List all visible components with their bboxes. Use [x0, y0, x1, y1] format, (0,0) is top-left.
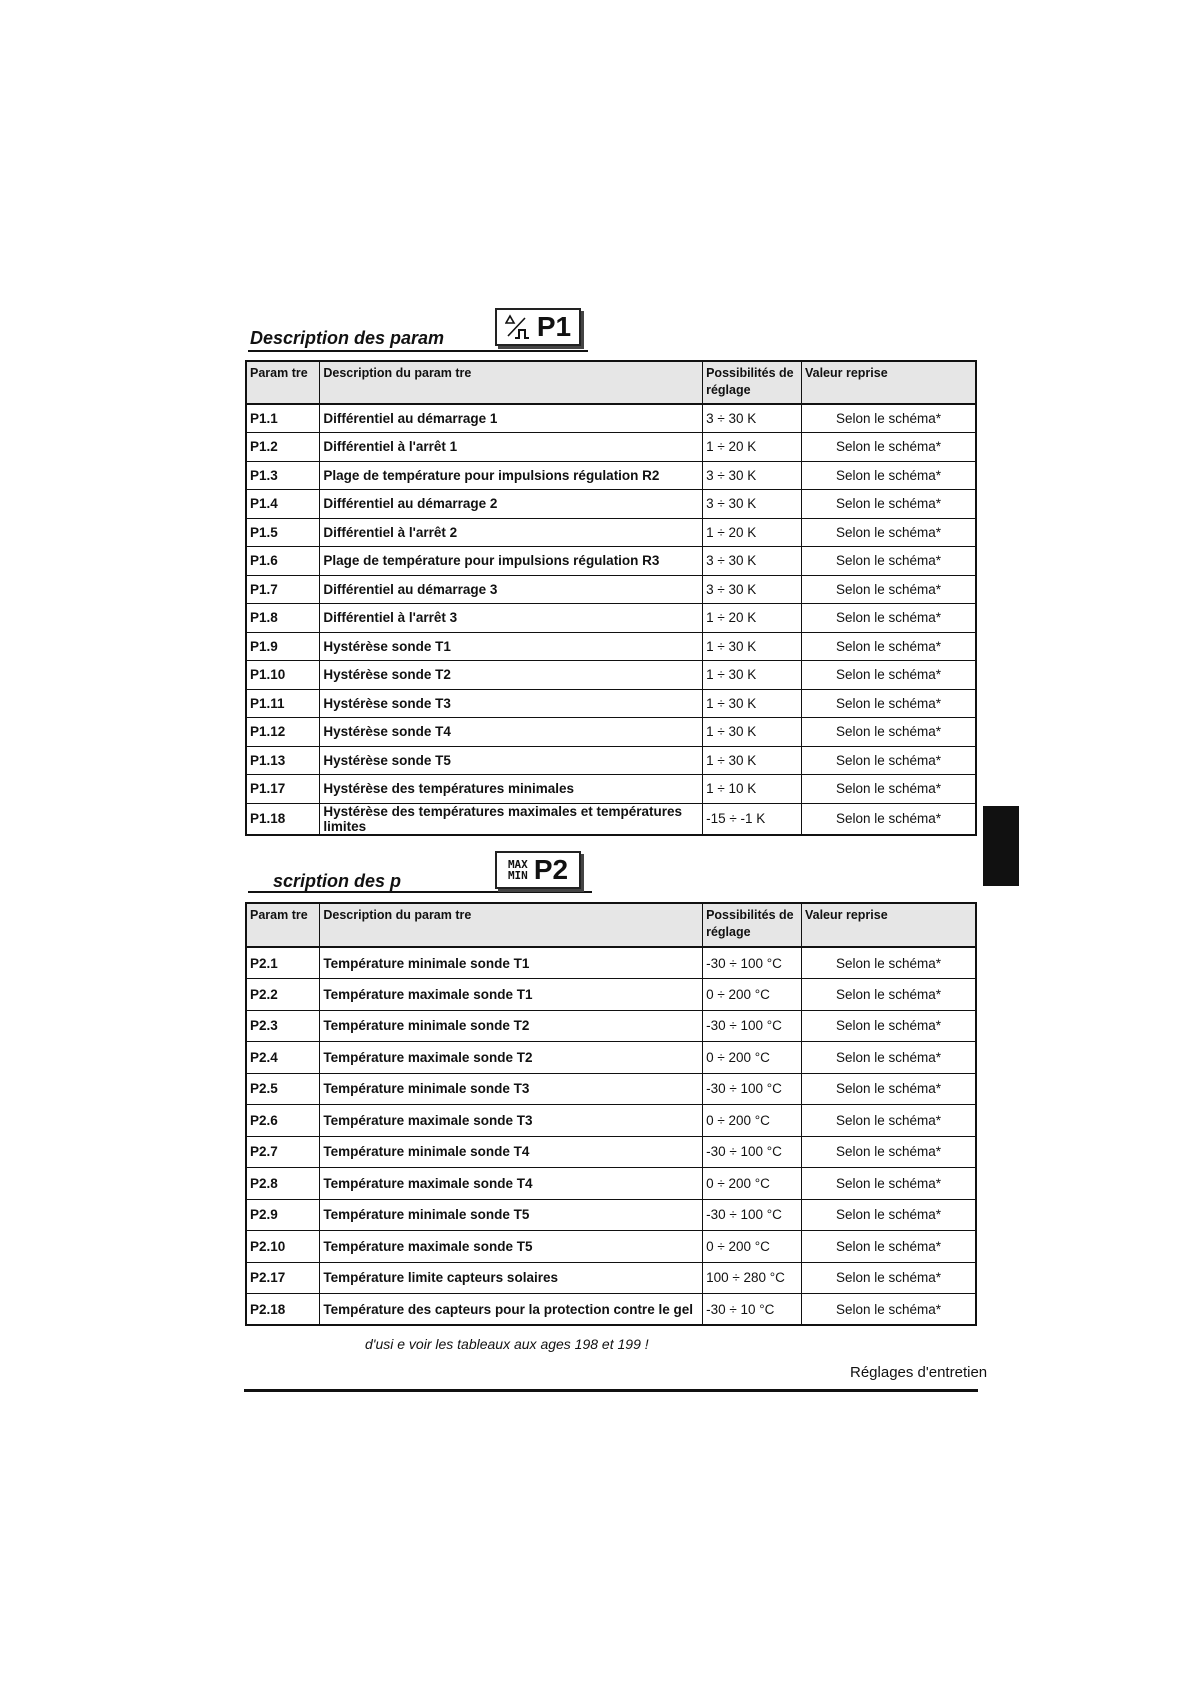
param-code: P1.7 [246, 575, 320, 604]
param-code: P2.8 [246, 1168, 320, 1200]
param-value: Selon le schéma* [801, 1010, 976, 1042]
param-value: Selon le schéma* [801, 632, 976, 661]
table-row [246, 1262, 976, 1294]
table-row [246, 746, 976, 775]
param-description: Différentiel à l'arrêt 2 [320, 518, 703, 547]
param-description: Différentiel au démarrage 3 [320, 575, 703, 604]
param-value: Selon le schéma* [801, 604, 976, 633]
param-code: P1.3 [246, 461, 320, 490]
table-row [246, 1136, 976, 1168]
param-code: P1.10 [246, 661, 320, 690]
table-row [246, 461, 976, 490]
param-code: P1.18 [246, 803, 320, 835]
param-description: Température minimale sonde T1 [320, 947, 703, 979]
param-range: 1 ÷ 20 K [703, 433, 802, 462]
param-code: P2.10 [246, 1231, 320, 1263]
table-row [246, 947, 976, 979]
param-value: Selon le schéma* [801, 433, 976, 462]
param-description: Température maximale sonde T5 [320, 1231, 703, 1263]
p2-badge-code: P2 [533, 854, 569, 885]
param-value: Selon le schéma* [801, 1199, 976, 1231]
param-range: 0 ÷ 200 °C [703, 1231, 802, 1263]
parameter-table-p2 [245, 902, 977, 1326]
param-range: -30 ÷ 100 °C [703, 1010, 802, 1042]
param-value: Selon le schéma* [801, 1073, 976, 1105]
table-row [246, 518, 976, 547]
param-description: Différentiel à l'arrêt 1 [320, 433, 703, 462]
param-description: Température maximale sonde T4 [320, 1168, 703, 1200]
maxmin-icon [508, 859, 528, 881]
param-range: 0 ÷ 200 °C [703, 979, 802, 1011]
param-range: 1 ÷ 20 K [703, 604, 802, 633]
param-code: P1.2 [246, 433, 320, 462]
param-code: P1.9 [246, 632, 320, 661]
table-row [246, 803, 976, 835]
param-code: P2.9 [246, 1199, 320, 1231]
param-value: Selon le schéma* [801, 1294, 976, 1326]
param-range: 1 ÷ 30 K [703, 632, 802, 661]
param-range: -30 ÷ 100 °C [703, 1199, 802, 1231]
header-description: Description du param tre [320, 361, 703, 404]
param-description: Hystérèse sonde T2 [320, 661, 703, 690]
param-value: Selon le schéma* [801, 404, 976, 433]
param-description: Température maximale sonde T1 [320, 979, 703, 1011]
table-row [246, 1073, 976, 1105]
param-description: Hystérèse sonde T3 [320, 689, 703, 718]
param-code: P2.18 [246, 1294, 320, 1326]
param-value: Selon le schéma* [801, 1105, 976, 1137]
param-range: 100 ÷ 280 °C [703, 1262, 802, 1294]
param-range: 3 ÷ 30 K [703, 404, 802, 433]
param-description: Différentiel à l'arrêt 3 [320, 604, 703, 633]
param-code: P1.5 [246, 518, 320, 547]
table-row [246, 1294, 976, 1326]
param-range: -30 ÷ 10 °C [703, 1294, 802, 1326]
param-value: Selon le schéma* [801, 803, 976, 835]
table-row [246, 575, 976, 604]
param-description: Hystérèse des températures minimales [320, 775, 703, 804]
param-code: P2.2 [246, 979, 320, 1011]
param-code: P1.13 [246, 746, 320, 775]
param-value: Selon le schéma* [801, 1262, 976, 1294]
param-range: 1 ÷ 30 K [703, 661, 802, 690]
param-range: 1 ÷ 10 K [703, 775, 802, 804]
param-range: 3 ÷ 30 K [703, 575, 802, 604]
section-1-title: Description des param [250, 328, 445, 348]
differential-icon [505, 314, 531, 340]
max-label: MAX [507, 858, 528, 871]
param-value: Selon le schéma* [801, 1168, 976, 1200]
param-description: Température minimale sonde T2 [320, 1010, 703, 1042]
param-value: Selon le schéma* [801, 1231, 976, 1263]
param-description: Température minimale sonde T5 [320, 1199, 703, 1231]
param-description: Hystérèse sonde T1 [320, 632, 703, 661]
table-row [246, 547, 976, 576]
param-value: Selon le schéma* [801, 575, 976, 604]
param-code: P2.1 [246, 947, 320, 979]
table-row [246, 661, 976, 690]
param-description: Température minimale sonde T4 [320, 1136, 703, 1168]
param-code: P1.1 [246, 404, 320, 433]
table-row [246, 1231, 976, 1263]
param-range: 3 ÷ 30 K [703, 490, 802, 519]
section-2-title: scription des p [273, 871, 402, 891]
param-code: P2.4 [246, 1042, 320, 1074]
table-row [246, 979, 976, 1011]
param-range: 0 ÷ 200 °C [703, 1168, 802, 1200]
param-code: P2.7 [246, 1136, 320, 1168]
table-header-row [246, 361, 976, 404]
header-possibilites: Possibilités de réglage [703, 903, 802, 947]
param-value: Selon le schéma* [801, 1042, 976, 1074]
param-value: Selon le schéma* [801, 689, 976, 718]
param-code: P1.4 [246, 490, 320, 519]
param-range: -30 ÷ 100 °C [703, 1136, 802, 1168]
table-row [246, 1042, 976, 1074]
param-value: Selon le schéma* [801, 947, 976, 979]
param-code: P2.6 [246, 1105, 320, 1137]
param-description: Différentiel au démarrage 2 [320, 490, 703, 519]
chapter-side-tab [983, 806, 1019, 886]
param-value: Selon le schéma* [801, 979, 976, 1011]
param-value: Selon le schéma* [801, 718, 976, 747]
param-description: Température limite capteurs solaires [320, 1262, 703, 1294]
table-row [246, 433, 976, 462]
table-row [246, 604, 976, 633]
param-description: Hystérèse sonde T4 [320, 718, 703, 747]
param-description: Hystérèse sonde T5 [320, 746, 703, 775]
param-code: P1.6 [246, 547, 320, 576]
p2-badge [495, 851, 581, 889]
param-description: Plage de température pour impulsions régulation R2 [320, 461, 703, 490]
param-code: P2.3 [246, 1010, 320, 1042]
param-description: Température des capteurs pour la protection contre le gel [320, 1294, 703, 1326]
header-description: Description du param tre [320, 903, 703, 947]
header-parametre: Param tre [246, 903, 320, 947]
table-row [246, 490, 976, 519]
table-row [246, 1010, 976, 1042]
param-description: Différentiel au démarrage 1 [320, 404, 703, 433]
param-code: P2.5 [246, 1073, 320, 1105]
section-1-title-rule [248, 350, 588, 352]
table-row [246, 404, 976, 433]
param-range: 0 ÷ 200 °C [703, 1105, 802, 1137]
param-value: Selon le schéma* [801, 775, 976, 804]
header-parametre: Param tre [246, 361, 320, 404]
min-label: MIN [507, 869, 528, 882]
param-range: -30 ÷ 100 °C [703, 947, 802, 979]
footer-rule [244, 1389, 978, 1392]
param-value: Selon le schéma* [801, 661, 976, 690]
param-value: Selon le schéma* [801, 518, 976, 547]
param-description: Hystérèse des températures maximales et températures limites [320, 803, 703, 835]
section-2-title-rule [248, 891, 592, 893]
table-header-row [246, 903, 976, 947]
param-value: Selon le schéma* [801, 490, 976, 519]
footnote: d'usi e voir les tableaux aux ages 198 et 199 ! [365, 1336, 649, 1352]
param-value: Selon le schéma* [801, 547, 976, 576]
param-value: Selon le schéma* [801, 461, 976, 490]
p1-badge-code: P1 [536, 311, 572, 342]
param-range: 1 ÷ 30 K [703, 718, 802, 747]
param-description: Plage de température pour impulsions régulation R3 [320, 547, 703, 576]
table-row [246, 1199, 976, 1231]
parameter-table-p1 [245, 360, 977, 836]
table-row [246, 775, 976, 804]
param-description: Température maximale sonde T3 [320, 1105, 703, 1137]
param-code: P1.8 [246, 604, 320, 633]
param-range: 0 ÷ 200 °C [703, 1042, 802, 1074]
table-row [246, 632, 976, 661]
param-description: Température maximale sonde T2 [320, 1042, 703, 1074]
param-range: 1 ÷ 20 K [703, 518, 802, 547]
param-range: -15 ÷ -1 K [703, 803, 802, 835]
table-row [246, 718, 976, 747]
header-possibilites: Possibilités de réglage [703, 361, 802, 404]
param-description: Température minimale sonde T3 [320, 1073, 703, 1105]
header-valeur-reprise: Valeur reprise [801, 903, 976, 947]
param-code: P1.11 [246, 689, 320, 718]
table-row [246, 689, 976, 718]
param-range: 3 ÷ 30 K [703, 547, 802, 576]
param-range: 1 ÷ 30 K [703, 746, 802, 775]
param-range: -30 ÷ 100 °C [703, 1073, 802, 1105]
param-value: Selon le schéma* [801, 746, 976, 775]
param-code: P1.17 [246, 775, 320, 804]
param-range: 3 ÷ 30 K [703, 461, 802, 490]
header-valeur-reprise: Valeur reprise [801, 361, 976, 404]
table-row [246, 1105, 976, 1137]
p1-badge [495, 308, 581, 346]
param-value: Selon le schéma* [801, 1136, 976, 1168]
param-range: 1 ÷ 30 K [703, 689, 802, 718]
param-code: P1.12 [246, 718, 320, 747]
footer-section-label: Réglages d'entretien [850, 1364, 988, 1381]
table-row [246, 1168, 976, 1200]
param-code: P2.17 [246, 1262, 320, 1294]
